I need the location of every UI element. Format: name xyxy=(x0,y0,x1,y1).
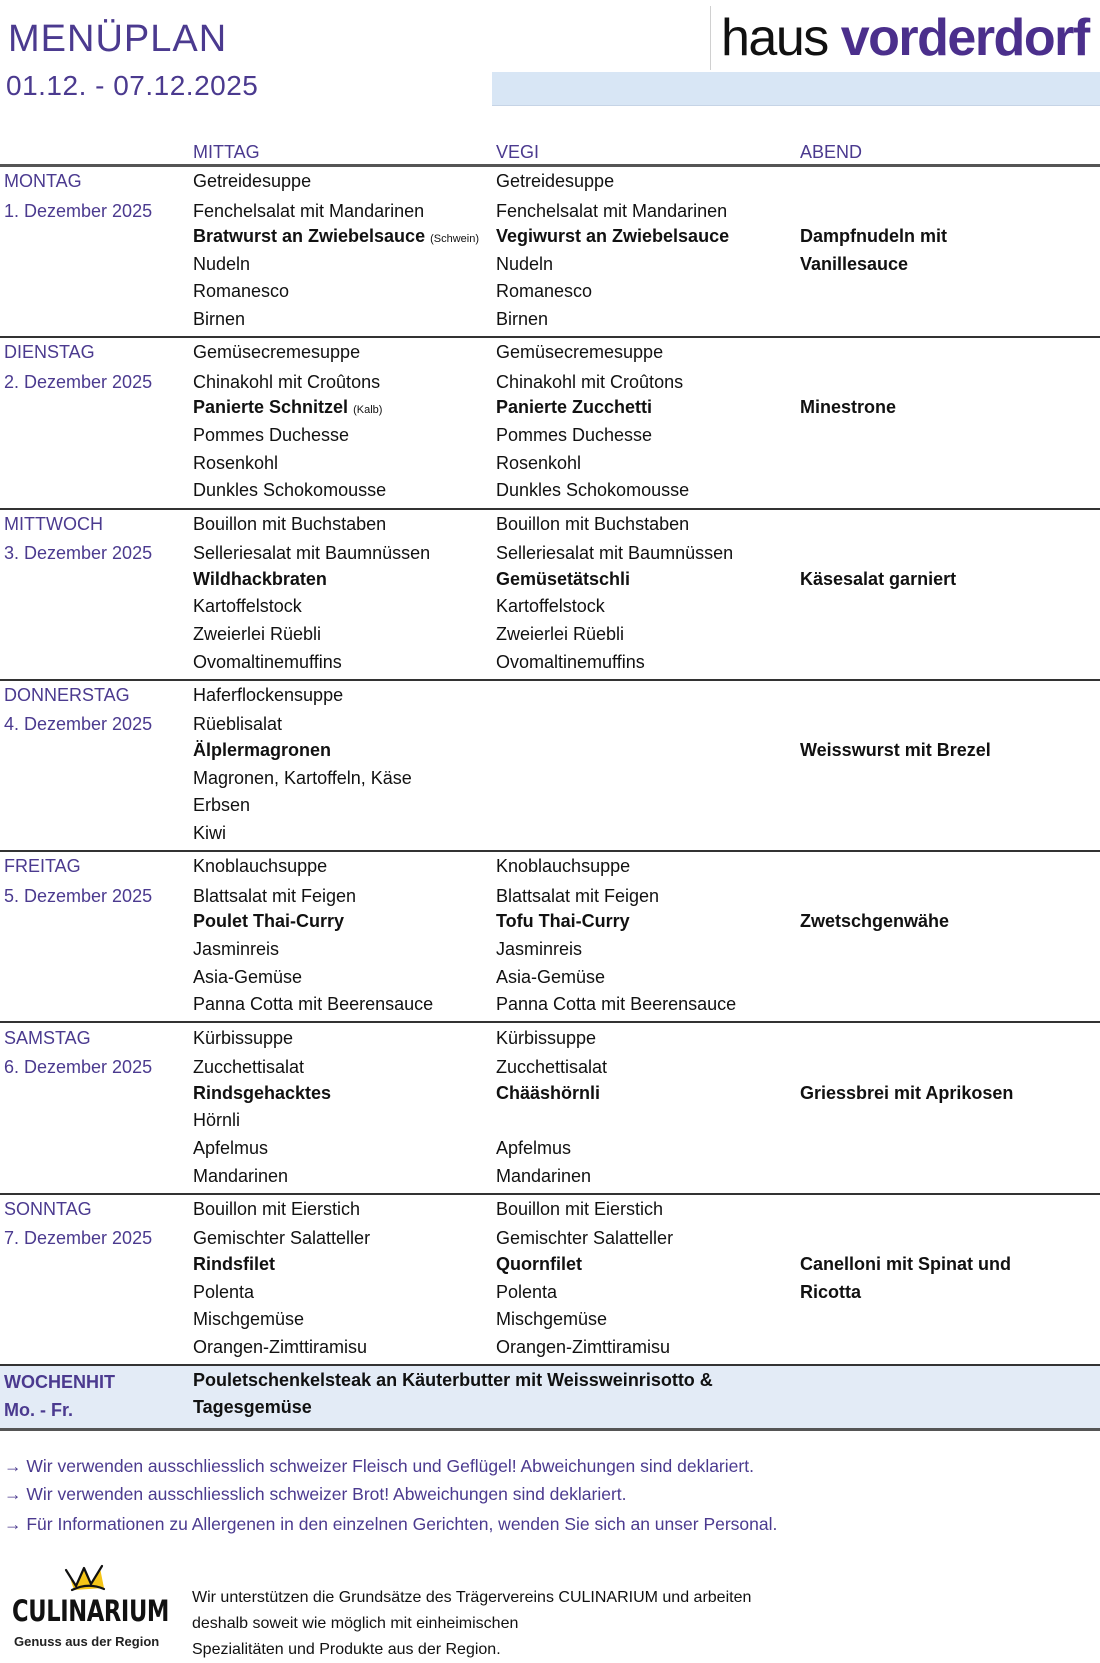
mittag-item: Chinakohl mit Croûtons xyxy=(193,371,381,392)
vegi-item: Getreidesuppe xyxy=(496,171,615,191)
vegi-item: Kartoffelstock xyxy=(496,596,605,617)
day-date: 3. Dezember 2025 xyxy=(4,543,153,564)
mittag-item: Apfelmus xyxy=(193,1137,269,1158)
mittag-item: Romanesco xyxy=(193,281,290,302)
day-section-samstag xyxy=(0,1024,1100,1195)
date-range: 01.12. - 07.12.2025 xyxy=(6,70,259,101)
vegi-item: Zweierlei Rüebli xyxy=(496,623,625,644)
mittag-item: Nudeln xyxy=(193,253,251,274)
day-name: FREITAG xyxy=(4,856,81,877)
vegi-item: Orangen-Zimttiramisu xyxy=(496,1336,671,1357)
mittag-item: Jasminreis xyxy=(193,938,280,959)
footer-statement xyxy=(192,1585,751,1663)
mittag-item: Orangen-Zimttiramisu xyxy=(193,1336,368,1357)
day-name: MONTAG xyxy=(4,171,82,191)
mittag-item: Gemischter Salatteller xyxy=(193,1228,371,1249)
abend-item: Minestrone xyxy=(800,397,897,418)
mittag-item: Magronen, Kartoffeln, Käse xyxy=(193,767,412,788)
header-band xyxy=(492,72,1100,106)
mittag-item: Bouillon mit Buchstaben xyxy=(193,513,387,534)
culinarium-tagline: Genuss aus der Region xyxy=(14,1634,160,1649)
mittag-item: Gemüsecremesuppe xyxy=(193,342,361,363)
wochenhit-dish-line2: Tagesgemüse xyxy=(193,1397,312,1417)
vegi-item: Gemüsetätschli xyxy=(496,568,631,589)
mittag-item: Panna Cotta mit Beerensauce xyxy=(193,994,434,1015)
vegi-item: Fenchelsalat mit Mandarinen xyxy=(496,200,728,221)
mittag-item: Haferflockensuppe xyxy=(193,684,344,705)
vegi-item: Romanesco xyxy=(496,281,593,302)
dish-name: Bratwurst an Zwiebelsauce xyxy=(193,226,426,247)
mittag-item: Pommes Duchesse xyxy=(193,425,350,446)
brand-logo xyxy=(710,6,1096,70)
footer-line: Wir unterstützen die Grundsätze des Trägervereins CULINARIUM und arbeiten xyxy=(192,1589,752,1606)
vegi-item: Vegiwurst an Zwiebelsauce xyxy=(496,226,730,247)
mittag-item: Birnen xyxy=(193,309,246,329)
vegi-item: Ovomaltinemuffins xyxy=(496,651,645,672)
vegi-item: Bouillon mit Buchstaben xyxy=(496,513,690,534)
vegi-item: Chinakohl mit Croûtons xyxy=(496,371,684,392)
meat-origin-note: (Schwein) xyxy=(430,233,479,246)
mittag-item: Rindsfilet xyxy=(193,1253,276,1274)
mittag-item: Selleriesalat mit Baumnüssen xyxy=(193,543,431,564)
day-date: 7. Dezember 2025 xyxy=(4,1228,153,1249)
vegi-item: Bouillon mit Eierstich xyxy=(496,1198,664,1219)
mittag-item: Ovomaltinemuffins xyxy=(193,651,342,672)
vegi-item: Birnen xyxy=(496,309,549,329)
mittag-item: Poulet Thai-Curry xyxy=(193,911,345,932)
mittag-item: Asia-Gemüse xyxy=(193,966,303,987)
day-date: 6. Dezember 2025 xyxy=(4,1057,153,1078)
vegi-item: Quornfilet xyxy=(496,1253,582,1274)
day-section-mittwoch xyxy=(0,510,1100,681)
day-section-sonntag xyxy=(0,1195,1100,1366)
dish-name: Panierte Schnitzel xyxy=(193,397,349,418)
vegi-item: Selleriesalat mit Baumnüssen xyxy=(496,543,734,564)
note-meat-origin: → Wir verwenden ausschliesslich schweizer Fleisch und Geflügel! Abweichungen sind deklariert. xyxy=(4,1456,754,1476)
day-section-dienstag xyxy=(0,338,1100,509)
abend-item: Canelloni mit Spinat und xyxy=(800,1253,1011,1274)
vegi-item: Nudeln xyxy=(496,253,554,274)
day-section-freitag xyxy=(0,852,1100,1023)
mittag-item: Rindsgehacktes xyxy=(193,1082,332,1103)
mittag-item: Getreidesuppe xyxy=(193,171,312,191)
vegi-item: Mandarinen xyxy=(496,1165,592,1186)
mittag-item: Kartoffelstock xyxy=(193,596,302,617)
footer-line: Spezialitäten und Produkte aus der Region. xyxy=(192,1641,501,1658)
mittag-item: Bouillon mit Eierstich xyxy=(193,1198,361,1219)
vegi-item: Kürbissuppe xyxy=(496,1027,597,1048)
wochenhit-dish-line1: Pouletschenkelsteak an Käuterbutter mit Weissweinrisotto & xyxy=(193,1370,713,1390)
day-name: SAMSTAG xyxy=(4,1027,91,1048)
vegi-item: Chääshörnli xyxy=(496,1082,601,1103)
note-bread-origin: → Wir verwenden ausschliesslich schweizer Brot! Abweichungen sind deklariert. xyxy=(4,1484,627,1504)
day-name: DONNERSTAG xyxy=(4,684,130,705)
day-name: SONNTAG xyxy=(4,1198,92,1219)
mittag-item: Polenta xyxy=(193,1281,255,1302)
logo-text xyxy=(721,8,1089,68)
wochenhit-label: WOCHENHIT xyxy=(4,1372,115,1392)
mittag-item xyxy=(193,397,382,418)
logo-part-vorderdorf: vorderdorf xyxy=(840,9,1089,67)
wochenhit-row xyxy=(0,1364,1100,1431)
abend-item: Zwetschgenwähe xyxy=(800,911,950,932)
mittag-item: Wildhackbraten xyxy=(193,568,327,589)
day-date: 5. Dezember 2025 xyxy=(4,885,153,906)
vegi-item: Knoblauchsuppe xyxy=(496,856,631,877)
culinarium-logo xyxy=(12,1564,172,1656)
vegi-item: Blattsalat mit Feigen xyxy=(496,885,660,906)
vegi-item: Pommes Duchesse xyxy=(496,425,653,446)
mittag-item xyxy=(193,226,479,247)
vegi-item: Zucchettisalat xyxy=(496,1057,608,1078)
wochenhit-period: Mo. - Fr. xyxy=(4,1400,73,1420)
vegi-item: Apfelmus xyxy=(496,1137,572,1158)
meat-origin-note: (Kalb) xyxy=(353,404,383,417)
note-allergens: → Für Informationen zu Allergenen in den einzelnen Gerichten, wenden Sie sich an unser Personal. xyxy=(4,1514,778,1534)
vegi-item: Mischgemüse xyxy=(496,1309,608,1330)
mittag-item: Mandarinen xyxy=(193,1165,289,1186)
mittag-item: Fenchelsalat mit Mandarinen xyxy=(193,200,425,221)
vegi-item: Gemischter Salatteller xyxy=(496,1228,674,1249)
abend-item: Käsesalat garniert xyxy=(800,568,957,589)
vegi-item: Panierte Zucchetti xyxy=(496,397,653,418)
vegi-item: Jasminreis xyxy=(496,938,583,959)
vegi-item: Rosenkohl xyxy=(496,452,582,473)
abend-item: Vanillesauce xyxy=(800,253,909,274)
logo-part-haus: haus xyxy=(721,9,841,67)
page-title: MENÜPLAN xyxy=(8,18,228,60)
day-name: MITTWOCH xyxy=(4,513,103,534)
mittag-item: Zweierlei Rüebli xyxy=(193,623,322,644)
vegi-item: Tofu Thai-Curry xyxy=(496,911,630,932)
day-section-donnerstag xyxy=(0,681,1100,852)
day-section-montag xyxy=(0,167,1100,338)
day-name: DIENSTAG xyxy=(4,342,95,363)
footer-line: deshalb soweit wie möglich mit einheimischen xyxy=(192,1615,519,1632)
abend-item: Griessbrei mit Aprikosen xyxy=(800,1082,1014,1103)
vegi-item: Panna Cotta mit Beerensauce xyxy=(496,994,737,1015)
vegi-item: Gemüsecremesuppe xyxy=(496,342,664,363)
culinarium-brand: CULINARIUM xyxy=(12,1594,170,1628)
mittag-item: Erbsen xyxy=(193,795,251,816)
mittag-item: Knoblauchsuppe xyxy=(193,856,328,877)
mittag-item: Rüeblisalat xyxy=(193,714,283,735)
day-date: 2. Dezember 2025 xyxy=(4,371,153,392)
mittag-item: Blattsalat mit Feigen xyxy=(193,885,357,906)
mittag-item: Kürbissuppe xyxy=(193,1027,294,1048)
mittag-item: Dunkles Schokomousse xyxy=(193,480,387,501)
mittag-item: Kiwi xyxy=(193,822,227,843)
abend-item: Weisswurst mit Brezel xyxy=(800,740,991,761)
mittag-item: Rosenkohl xyxy=(193,452,279,473)
column-header-abend: ABEND xyxy=(800,142,863,162)
day-date: 4. Dezember 2025 xyxy=(4,714,153,735)
mittag-item: Zucchettisalat xyxy=(193,1057,305,1078)
crown-icon xyxy=(64,1564,114,1594)
abend-item: Dampfnudeln mit xyxy=(800,226,947,247)
column-header-vegi: VEGI xyxy=(496,142,540,162)
vegi-item: Asia-Gemüse xyxy=(496,966,606,987)
vegi-item: Polenta xyxy=(496,1281,558,1302)
day-date: 1. Dezember 2025 xyxy=(4,200,153,221)
mittag-item: Älplermagronen xyxy=(193,740,332,761)
abend-item: Ricotta xyxy=(800,1281,862,1302)
column-header-mittag: MITTAG xyxy=(193,142,260,162)
mittag-item: Hörnli xyxy=(193,1110,241,1131)
vegi-item: Dunkles Schokomousse xyxy=(496,480,690,501)
mittag-item: Mischgemüse xyxy=(193,1309,305,1330)
